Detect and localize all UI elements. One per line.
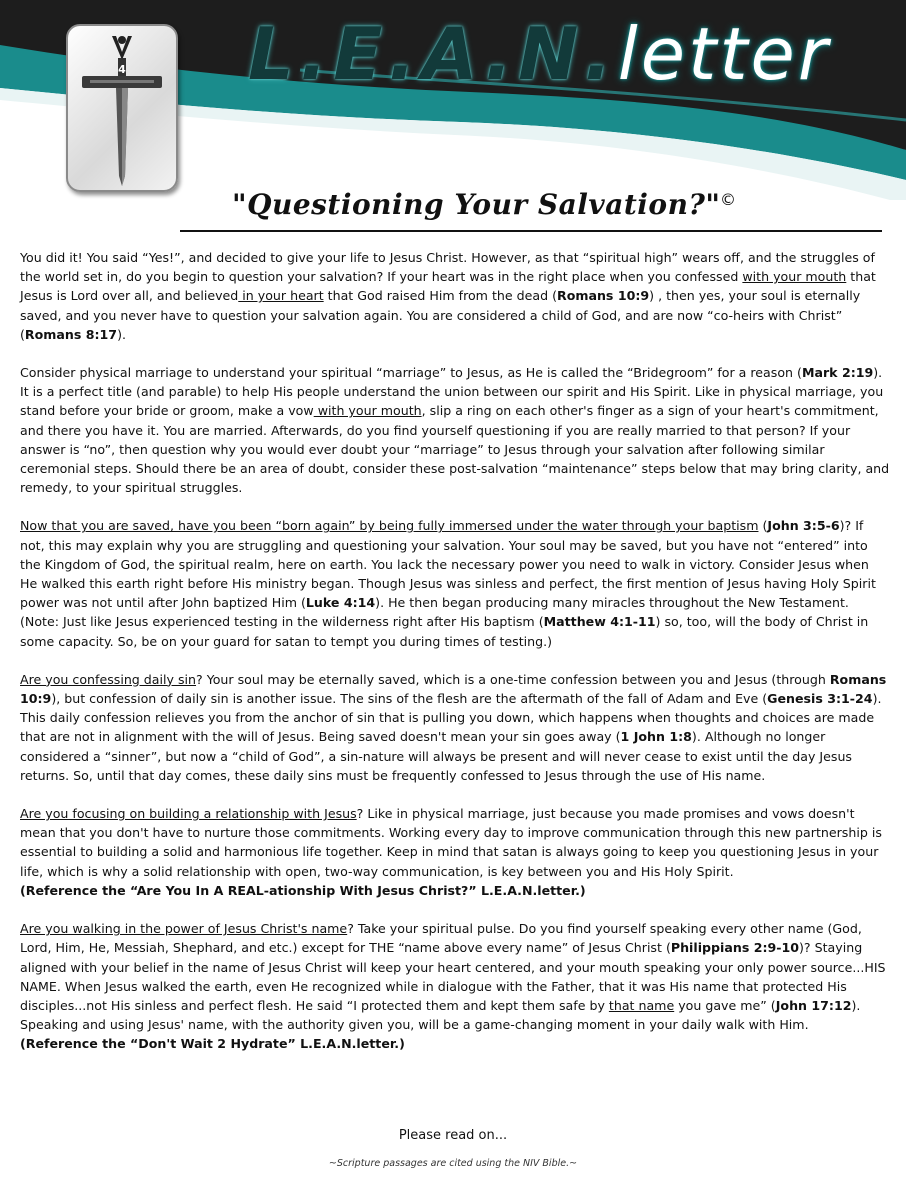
article-body (20, 248, 890, 1073)
paragraph-marriage: Consider physical marriage to understand your spiritual “marriage” to Jesus, as He is called the “Bridegroom” for a reason (Mark 2:19). It is a perfect title (and parable) to help His people understand the union between our spirit and His Spirit. Like in physical marriage, you stand before your bride or groom, make a vow with your mouth, slip a ring on each other's finger as a sign of your heart's commitment, and there you have it. You are married. Afterwards, do you find yourself questioning if you are really married to that person? If your answer is “no”, then question why you would ever doubt your “marriage” to Jesus through your salvation after following similar ceremonial steps. Should there be an area of doubt, consider these post-salvation “maintenance” steps below that may bring clarity, and remedy, to your spiritual struggles. (20, 365, 890, 496)
paragraph-baptism: Now that you are saved, have you been “born again” by being fully immersed under the water through your baptism (John 3:5-6)? If not, this may explain why you are struggling and questioning your salvation. Your soul may be saved, but you have not “entered” into the Kingdom of God, the spiritual realm, here on earth. You lack the necessary power you need to walk in victory. Consider Jesus when He walked this earth right before His ministry began. Though Jesus was sinless and perfect, the first mention of Jesus having Holy Spirit power was not until after John baptized Him (Luke 4:14). He then began producing many miracles throughout the New Testament. (Note: Just like Jesus experienced testing in the wilderness right after His baptism (Matthew 4:1-11) so, too, will the body of Christ in some capacity. So, be on your guard for satan to tempt you during times of testing.) (20, 518, 876, 649)
page-title: "Questioning Your Salvation?" (232, 188, 721, 221)
title-divider (180, 230, 882, 232)
svg-text:4: 4 (118, 63, 126, 76)
paragraph-name-power: Are you walking in the power of Jesus Christ's name? Take your spiritual pulse. Do you find yourself speaking every other name (God, Lord, Him, He, Messiah, Shephard, and etc.) except for THE “name above every name” of Jesus Christ (Philippians 2:9-10)? Staying aligned with your belief in the name of Jesus Christ will keep your heart centered, and your mouth speaking your only power source...HIS NAME. When Jesus walked the earth, even He recognized while in dialogue with the Father, that it was His name that protected His disciples...not His sinless and perfect flesh. He said “I protected them and kept them safe by that name you gave me” (John 17:12). Speaking and using Jesus' name, with the authority given you, will be a game-changing moment in your daily walk with Him. (Reference the “Don't Wait 2 Hydrate” L.E.A.N.letter.) (20, 921, 886, 1052)
read-on-text: Please read on... (398, 1128, 508, 1143)
brand-wordmark (248, 12, 830, 96)
paragraph-intro: You did it! You said “Yes!”, and decided to give your life to Jesus Christ. However, as that “spiritual high” wears off, and the struggles of the world set in, do you begin to question your salvation? If your heart was in the right place when you confessed with your mouth that Jesus is Lord over all, and believed in your heart that God raised Him from the dead (Romans 10:9) , then yes, your soul is eternally saved, and you never have to question your salvation again. You are considered a child of God, and are now “co-heirs with Christ” (Romans 8:17). (20, 250, 876, 342)
logo-badge (66, 24, 178, 192)
copyright-mark: © (720, 190, 736, 209)
paragraph-confession: Are you confessing daily sin? Your soul may be eternally saved, which is a one-time confession between you and Jesus (through Romans 10:9), but confession of daily sin is another issue. The sins of the flesh are the aftermath of the fall of Adam and Eve (Genesis 3:1-24). This daily confession relieves you from the anchor of sin that is pulling you down, which happens when thoughts and choices are made that are not in alignment with the will of Jesus. Being saved doesn't mean your sin goes away (1 John 1:8). Although no longer considered a “sinner”, but now a “child of God”, a sin-nature will always be present and will never cease to exist until the day Jesus returns. So, until that day comes, these daily sins must be frequently confessed to Jesus through the use of His name. (20, 671, 887, 783)
brand-sub: letter (617, 12, 831, 96)
sword-icon (68, 26, 176, 190)
title-area (180, 188, 880, 234)
scripture-note: ~Scripture passages are cited using the NIV Bible.~ (328, 1158, 578, 1169)
reference-note: (Reference the “Are You In A REAL-ationship With Jesus Christ?” L.E.A.N.letter.) (20, 882, 586, 898)
reference-note: (Reference the “Don't Wait 2 Hydrate” L.E.A.N.letter.) (20, 1036, 405, 1052)
paragraph-relationship: Are you focusing on building a relationship with Jesus? Like in physical marriage, just because you made promises and vows doesn't mean that you don't have to nurture those commitments. Working every day to improve communication through this new partnership is essential to building a solid and harmonious life together. Keep in mind that satan is always going to keep you questioning Jesus in your life, which is why a solid relationship with open, two-way communication, is key between you and His Holy Spirit. (Reference the “Are You In A REAL-ationship With Jesus Christ?” L.E.A.N.letter.) (20, 806, 882, 898)
brand-main: L.E.A.N. (248, 12, 618, 96)
